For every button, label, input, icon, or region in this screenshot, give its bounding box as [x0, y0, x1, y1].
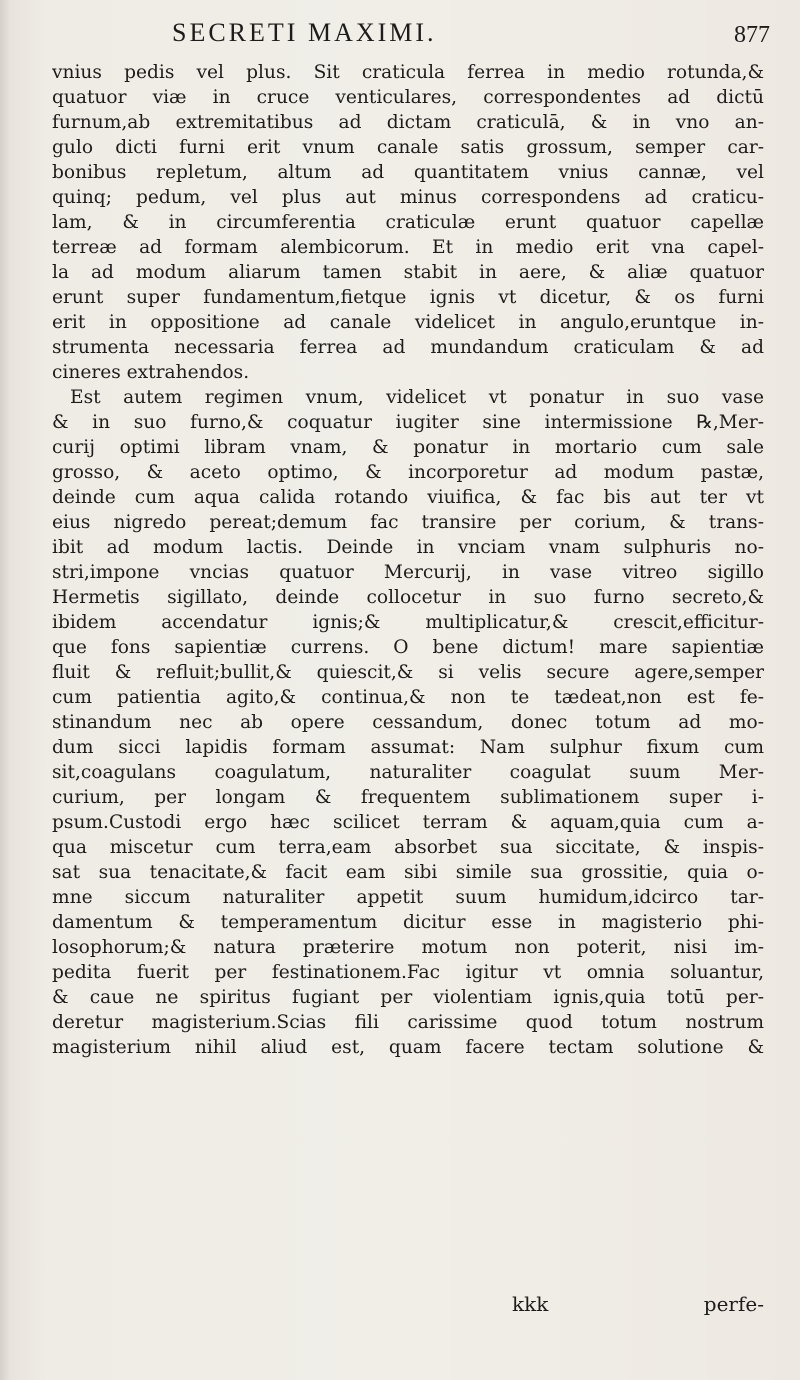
text-line: mne siccum naturaliter appetit suum humidum,idcirco tar- — [52, 887, 764, 908]
text-line: gulo dicti furni erit vnum canale satis grossum, semper car- — [52, 137, 764, 158]
text-line: sit,coagulans coagulatum, naturaliter coagulat suum Mer- — [52, 762, 764, 783]
text-line: ibit ad modum lactis. Deinde in vnciam vnam sulphuris no- — [52, 537, 764, 558]
text-line: Hermetis sigillato, deinde collocetur in suo furno secreto,& — [52, 587, 764, 608]
text-line: grosso, & aceto optimo, & incorporetur ad modum pastæ, — [52, 462, 764, 483]
running-head: SECRETI MAXIMI. — [172, 18, 437, 47]
text-line: quatuor viæ in cruce venticulares, correspondentes ad dictū — [52, 87, 764, 108]
signature-mark: kkk — [512, 1292, 549, 1316]
text-line: furnum,ab extremitatibus ad dictam craticulā, & in vno an- — [52, 112, 764, 133]
text-line: Est autem regimen vnum, videlicet vt ponatur in suo vase — [70, 387, 764, 408]
text-line: curij optimi libram vnam, & ponatur in mortario cum sale — [52, 437, 764, 458]
text-line: bonibus repletum, altum ad quantitatem vnius cannæ, vel — [52, 162, 764, 183]
text-line: losophorum;& natura præterire motum non poterit, nisi im- — [52, 937, 764, 958]
text-line: curium, per longam & frequentem sublimationem super i- — [52, 787, 764, 808]
text-line: fluit & refluit;bullit,& quiescit,& si velis secure agere,semper — [52, 662, 764, 683]
text-line: que fons sapientiæ currens. O bene dictum! mare sapientiæ — [52, 637, 764, 658]
text-line: stinandum nec ab opere cessandum, donec totum ad mo- — [52, 712, 764, 733]
text-line: & caue ne spiritus fugiant per violentiam ignis,quia totū per- — [52, 987, 764, 1008]
text-line: stri,impone vncias quatuor Mercurij, in vase vitreo sigillo — [52, 562, 764, 583]
page-header — [0, 18, 800, 58]
text-line: vnius pedis vel plus. Sit craticula ferrea in medio rotunda,& — [52, 62, 764, 83]
text-line: erunt super fundamentum,fietque ignis vt dicetur, & os furni — [52, 287, 764, 308]
text-line: pedita fuerit per festinationem.Fac igitur vt omnia soluantur, — [52, 962, 764, 983]
text-line: sat sua tenacitate,& facit eam sibi simile sua grossitie, quia o- — [52, 862, 764, 883]
text-line: quinq; pedum, vel plus aut minus correspondens ad craticu- — [52, 187, 764, 208]
catchword: perfe- — [703, 1292, 764, 1316]
page-number: 877 — [734, 22, 770, 48]
text-line: & in suo furno,& coquatur iugiter sine intermissione ℞,Mer- — [52, 412, 764, 433]
text-line: cum patientia agito,& continua,& non te tædeat,non est fe- — [52, 687, 764, 708]
text-line: deretur magisterium.Scias fili carissime quod totum nostrum — [52, 1012, 764, 1033]
body-text — [52, 60, 764, 1060]
text-line: terreæ ad formam alembicorum. Et in medio erit vna capel- — [52, 237, 764, 258]
text-line: ibidem accendatur ignis;& multiplicatur,& crescit,efficitur- — [52, 612, 764, 633]
text-line: magisterium nihil aliud est, quam facere tectam solutione & — [52, 1037, 764, 1058]
text-line: la ad modum aliarum tamen stabit in aere, & aliæ quatuor — [52, 262, 764, 283]
text-line: lam, & in circumferentia craticulæ erunt quatuor capellæ — [52, 212, 764, 233]
gutter-shadow — [0, 0, 10, 1380]
text-line: deinde cum aqua calida rotando viuifica, & fac bis aut ter vt — [52, 487, 764, 508]
text-line: dum sicci lapidis formam assumat: Nam sulphur fixum cum — [52, 737, 764, 758]
page-footer — [52, 1292, 764, 1318]
text-line: psum.Custodi ergo hæc scilicet terram & aquam,quia cum a- — [52, 812, 764, 833]
text-line: eius nigredo pereat;demum fac transire per corium, & trans- — [52, 512, 764, 533]
text-line: cineres extrahendos. — [52, 362, 250, 383]
text-line: damentum & temperamentum dicitur esse in magisterio phi- — [52, 912, 764, 933]
text-line: qua miscetur cum terra,eam absorbet sua siccitate, & inspis- — [52, 837, 764, 858]
text-line: erit in oppositione ad canale videlicet in angulo,eruntque in- — [52, 312, 764, 333]
text-line: strumenta necessaria ferrea ad mundandum craticulam & ad — [52, 337, 764, 358]
